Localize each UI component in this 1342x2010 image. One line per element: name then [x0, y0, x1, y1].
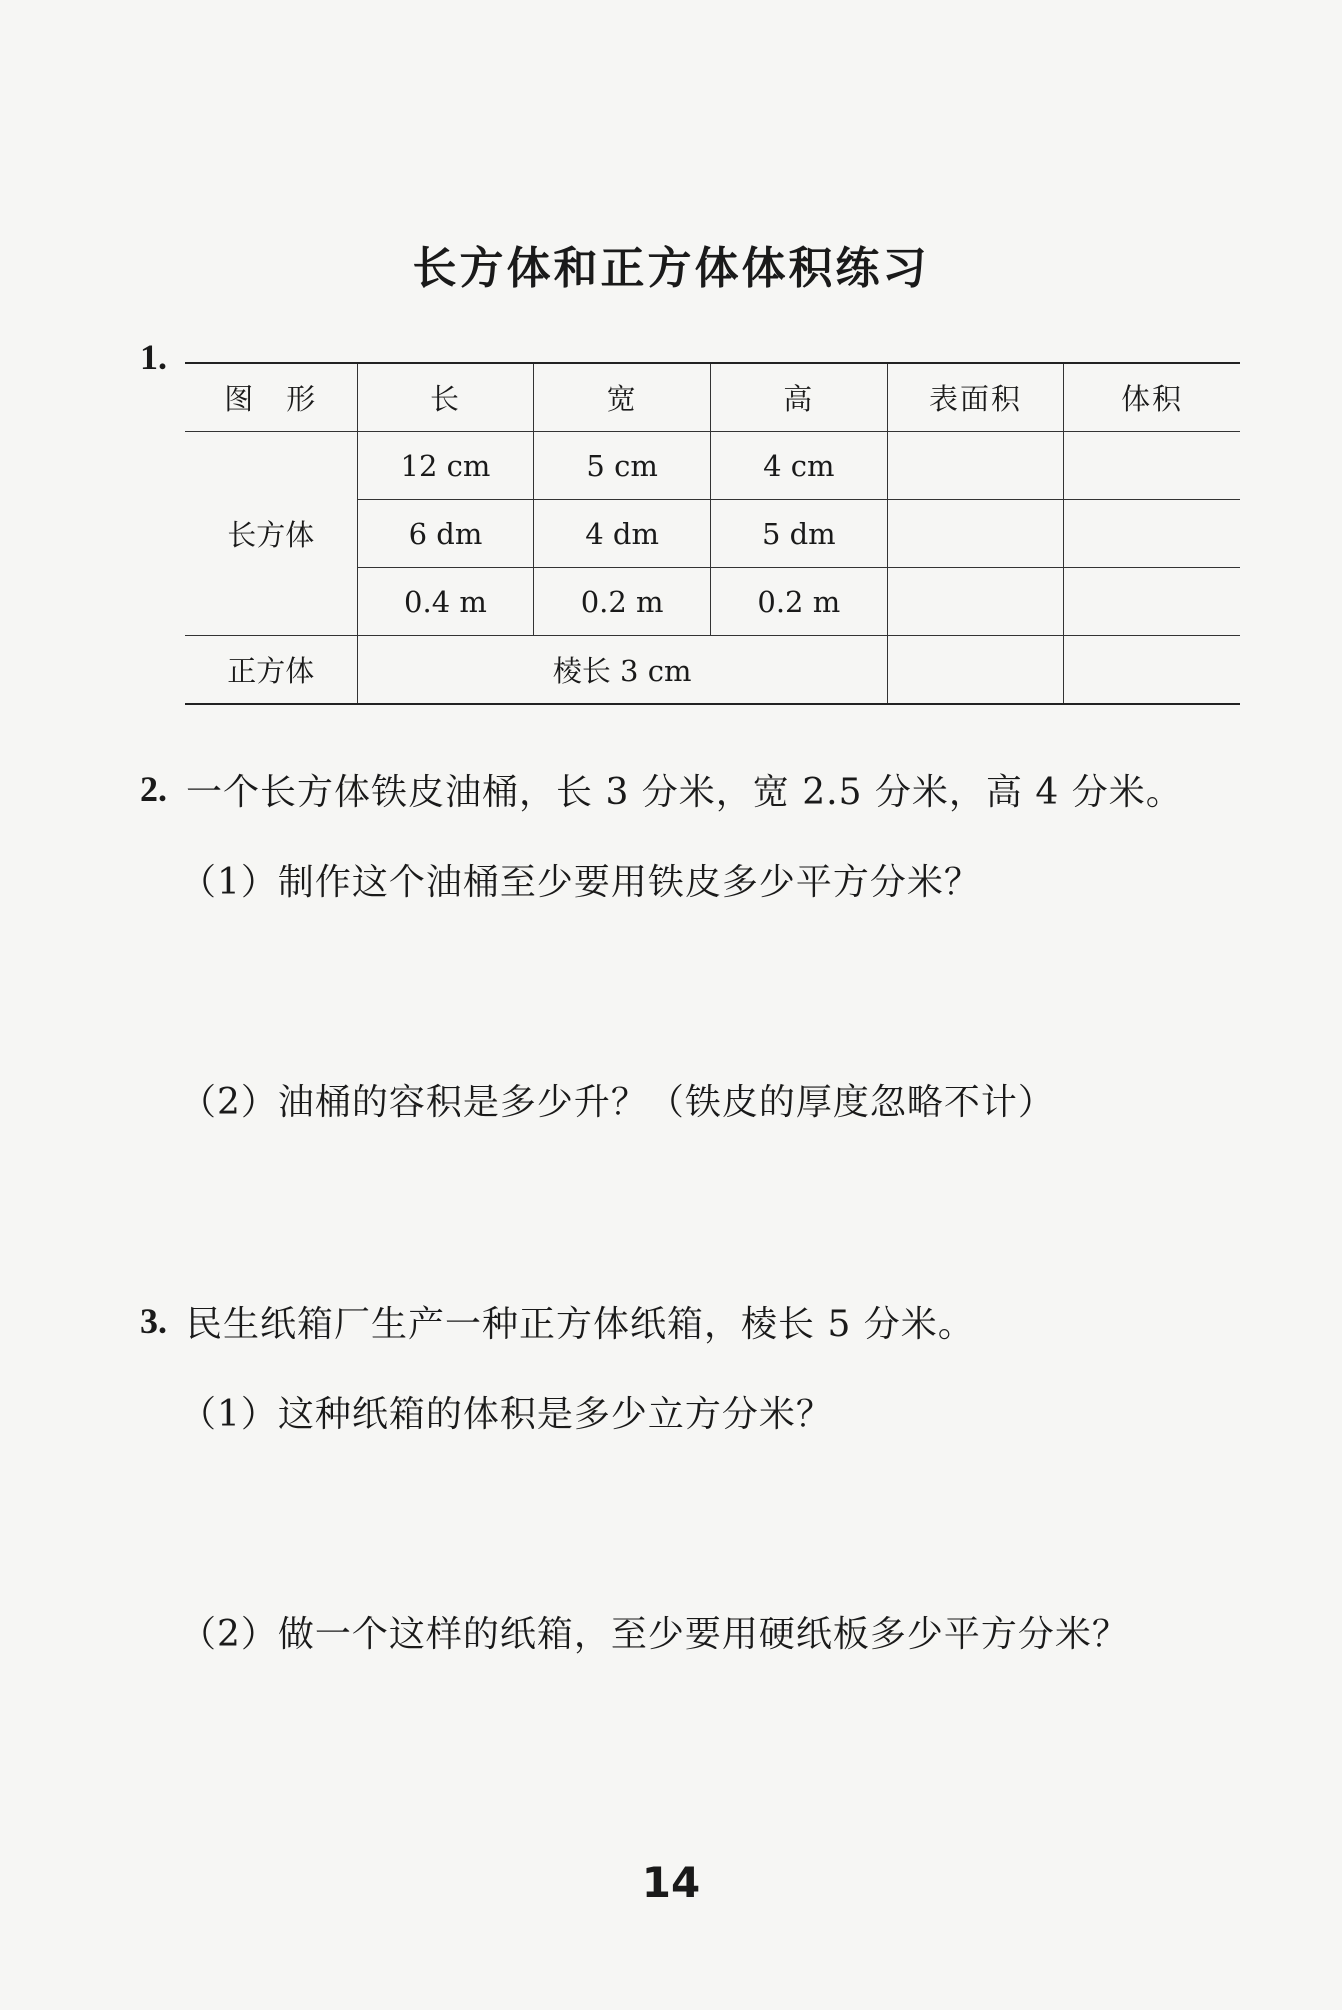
question-1-number: 1.	[140, 337, 167, 377]
answer-cell[interactable]	[1064, 636, 1240, 705]
table-cell: 4 dm	[534, 500, 711, 568]
table-cell: 12 cm	[357, 432, 534, 500]
header-surface-area: 表面积	[887, 363, 1064, 432]
question-3-number: 3.	[140, 1301, 167, 1341]
question-3-text: 民生纸箱厂生产一种正方体纸箱，棱长 5 分米。	[186, 1304, 975, 1345]
table-cell: 0.2 m	[710, 568, 887, 636]
answer-cell[interactable]	[1064, 432, 1240, 500]
answer-cell[interactable]	[887, 636, 1064, 705]
answer-cell[interactable]	[887, 432, 1064, 500]
cuboid-label: 长方体	[185, 432, 357, 636]
answer-cell[interactable]	[887, 500, 1064, 568]
table-row	[185, 432, 1240, 500]
question-2-number: 2.	[140, 769, 167, 809]
table-cell: 0.4 m	[357, 568, 534, 636]
question-2-sub-1: （1）制作这个油桶至少要用铁皮多少平方分米？	[180, 862, 981, 903]
header-volume: 体积	[1121, 382, 1184, 416]
table-cell: 0.2 m	[534, 568, 711, 636]
header-shape: 图 形	[185, 363, 357, 432]
answer-cell[interactable]	[1064, 500, 1240, 568]
question-2-sub-2: （2）油桶的容积是多少升？（铁皮的厚度忽略不计）	[180, 1082, 1055, 1123]
table-cell: 4 cm	[710, 432, 887, 500]
question-3-sub-2: （2）做一个这样的纸箱，至少要用硬纸板多少平方分米？	[180, 1614, 1129, 1655]
question-3-sub-1: （1）这种纸箱的体积是多少立方分米？	[180, 1394, 833, 1435]
page-title: 长方体和正方体体积练习	[412, 243, 930, 294]
table-cell: 6 dm	[357, 500, 534, 568]
table-header-row	[185, 363, 1240, 432]
table-cell: 5 dm	[710, 500, 887, 568]
header-width: 宽	[534, 363, 711, 432]
question-1-table	[185, 362, 1240, 705]
table-row	[185, 636, 1240, 705]
answer-cell[interactable]	[887, 568, 1064, 636]
cube-edge: 棱长 3 cm	[357, 636, 887, 705]
table-cell: 5 cm	[534, 432, 711, 500]
question-2-text: 一个长方体铁皮油桶，长 3 分米，宽 2.5 分米，高 4 分米。	[186, 772, 1183, 813]
page-number: 14	[641, 1858, 701, 1907]
header-length: 长	[357, 363, 534, 432]
answer-cell[interactable]	[1064, 568, 1240, 636]
header-height: 高	[710, 363, 887, 432]
cube-label: 正方体	[185, 636, 357, 705]
